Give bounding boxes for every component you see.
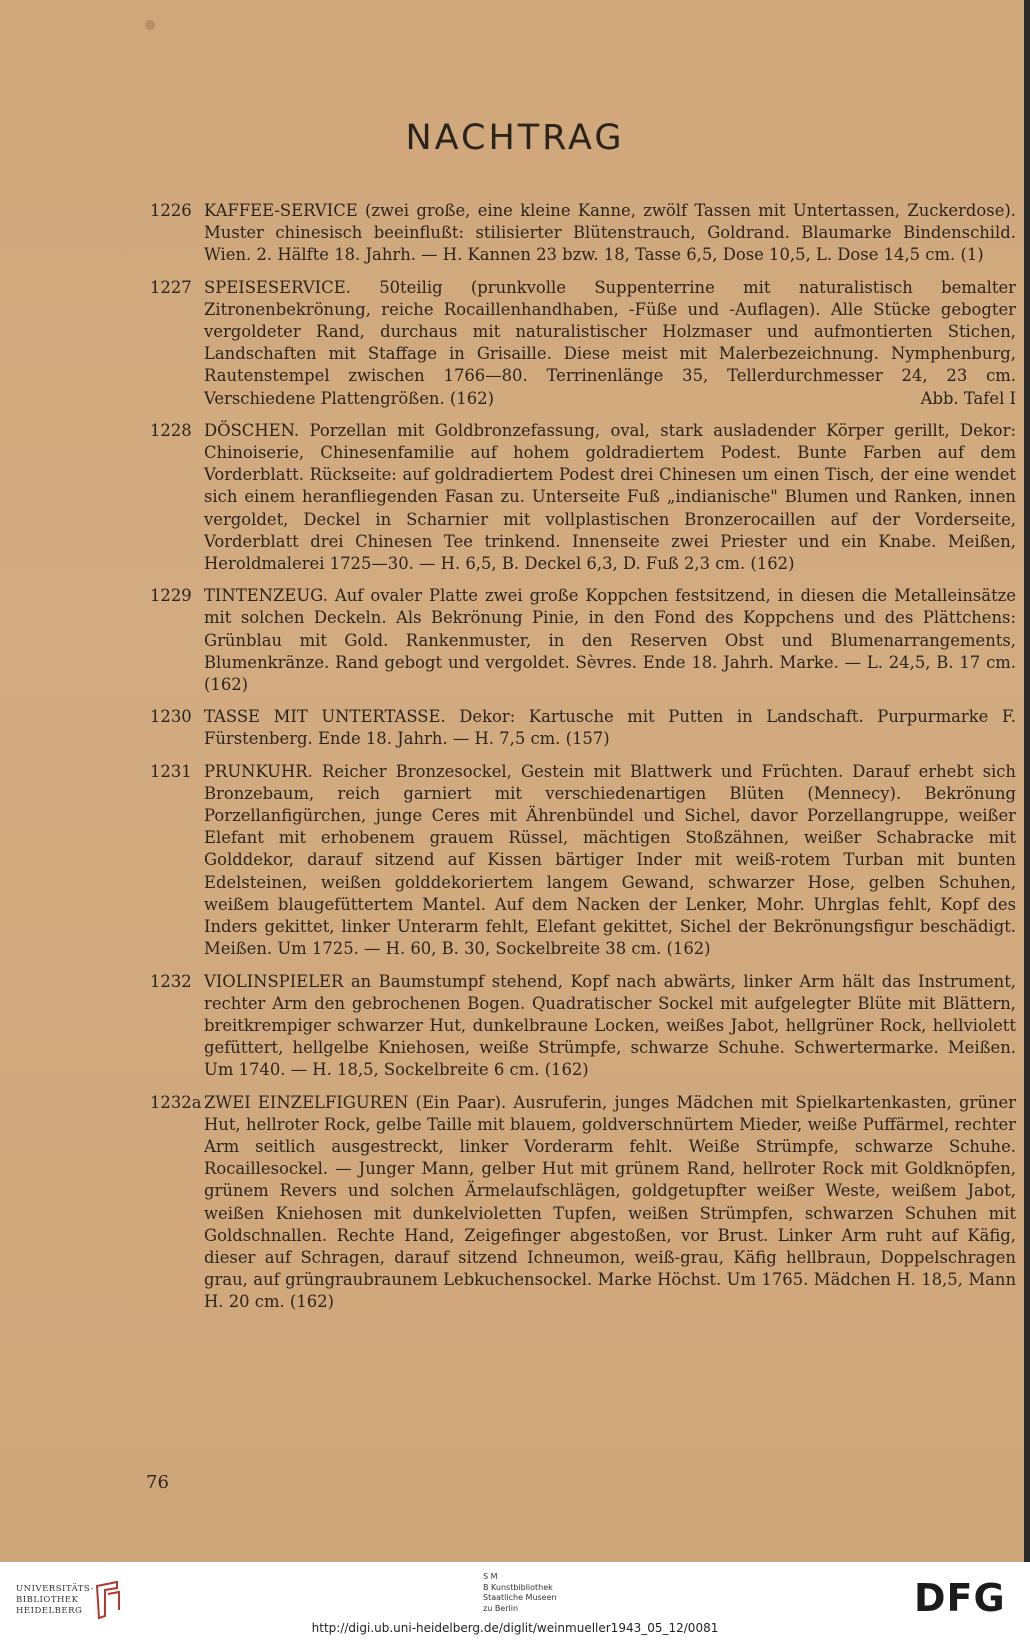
catalog-entry	[150, 420, 1016, 575]
entry-number: 1231	[150, 761, 192, 781]
entry-text: TINTENZEUG. Auf ovaler Platte zwei große Koppchen festsitzend, in diesen die Metalleinsätze mit solchen Deckeln. Als Bekrönung Pinie, in den Fond des Koppchens und des Plättchens: Grünblau mit Gold. Rankenmuster, in den Reserven Obst und Blumenarrangements, Blumenkränze. Rand gebogt und vergoldet. Sèvres. Ende 18. Jahrh. Marke. — L. 24,5, B. 17 cm. (162)	[204, 586, 1016, 695]
page-edge	[1024, 0, 1030, 1562]
catalog-entry	[150, 200, 1016, 267]
catalog-entry	[150, 1092, 1016, 1314]
page-title: NACHTRAG	[405, 118, 625, 158]
entry-number: 1232	[150, 971, 192, 991]
entry-number: 1227	[150, 277, 192, 297]
entry-number: 1229	[150, 586, 192, 606]
catalog-entries	[150, 200, 1016, 1324]
dfg-logo[interactable]: DFG	[914, 1576, 1006, 1620]
catalog-entry	[150, 585, 1016, 696]
entry-text-container	[204, 277, 1016, 410]
catalog-entry	[150, 706, 1016, 750]
source-url-link[interactable]: http://digi.ub.uni-heidelberg.de/diglit/weinmueller1943_05_12/0081	[311, 1621, 719, 1635]
illustration-reference: Abb. Tafel I	[920, 388, 1016, 408]
punch-mark	[145, 20, 155, 30]
library-logo-icon[interactable]	[93, 1580, 123, 1624]
entry-text: KAFFEE-SERVICE (zwei große, eine kleine Kanne, zwölf Tassen mit Untertassen, Zuckerdose). Muster chinesisch beeinflußt: stilisierter Blütenstrauch, Goldrand. Blaumarke Bindenschild. Wien. 2. Hälfte 18. Jahrh. — H. Kannen 23 bzw. 18, Tasse 6,5, Dose 10,5, L. Dose 14,5 cm. (1)	[204, 201, 1016, 265]
entry-text: VIOLINSPIELER an Baumstumpf stehend, Kopf nach abwärts, linker Arm hält das Instrument, rechter Arm den gebrochenen Bogen. Quadratischer Sockel mit aufgelegter Blüte mit Blättern, breitkrempiger schwarzer Hut, dunkelbraune Locken, weißes Jabot, hellgrüner Rock, hellviolett gefüttert, hellgelbe Kniehosen, weiße Strümpfe, schwarze Schuhe. Schwertermarke. Meißen. Um 1740. — H. 18,5, Sockelbreite 6 cm. (162)	[204, 971, 1016, 1080]
library-stamp: S M B Kunstbibliothek Staatliche Museen zu Berlin	[483, 1572, 557, 1613]
entry-text: TASSE MIT UNTERTASSE. Dekor: Kartusche mit Putten in Landschaft. Purpurmarke F. Fürstenberg. Ende 18. Jahrh. — H. 7,5 cm. (157)	[204, 707, 1016, 749]
viewer-footer	[0, 1562, 1030, 1641]
entry-number: 1230	[150, 707, 192, 727]
catalog-entry	[150, 971, 1016, 1082]
library-name: UNIVERSITÄTS- BIBLIOTHEK HEIDELBERG	[16, 1584, 94, 1616]
catalog-entry	[150, 277, 1016, 410]
catalog-entry	[150, 761, 1016, 961]
entry-text: SPEISESERVICE. 50teilig (prunkvolle Suppenterrine mit naturalistisch bemalter Zitronenbekrönung, reiche Rocaillenhandhaben, -Füße und -Auflagen). Alle Stücke gebogter vergoldeter Rand, durchaus mit naturalistischer Holzmaser und aufmontierten Stichen, Landschaften mit Staffage in Grisaille. Diese meist mit Malerbezeichnung. Nymphenburg, Rautenstempel zwischen 1766—80. Terrinenlänge 35, Tellerdurchmesser 24, 23 cm. Verschiedene Plattengrößen. (162)	[204, 277, 1016, 408]
page-number: 76	[146, 1472, 169, 1493]
entry-text: DÖSCHEN. Porzellan mit Goldbronzefassung, oval, stark ausladender Körper gerillt, Dekor: Chinoiserie, Chinesenfamilie auf hohem goldradiertem Podest. Bunte Farben auf dem Vorderblatt. Rückseite: auf goldradiertem Podest drei Chinesen um einen Tisch, der eine wendet sich einem heranfliegenden Fasan zu. Unterseite Fuß „indianische" Blumen und Ranken, innen vergoldet, Deckel in Scharnier mit vollplastischen Bronzerocaillen auf der Vorderseite, Vorderblatt drei Chinesen Tee trinkend. Innenseite zwei Priester und ein Knabe. Meißen, Heroldmalerei 1725—30. — H. 6,5, B. Deckel 6,3, D. Fuß 2,3 cm. (162)	[204, 420, 1016, 574]
entry-number: 1232a	[150, 1092, 202, 1112]
entry-number: 1228	[150, 420, 192, 440]
entry-text: PRUNKUHR. Reicher Bronzesockel, Gestein mit Blattwerk und Früchten. Darauf erhebt sich Bronzebaum, reich garniert mit verschiedenartigen Blüten (Mennecy). Bekrönung Porzellanfigürchen, junge Ceres mit Ährenbündel und Sichel, davor Porzellangruppe, weißer Elefant mit erhobenem grauem Rüssel, mächtigen Stoßzähnen, weißer Schabracke mit Golddekor, darauf sitzend auf Kissen bärtiger Inder mit weiß-rotem Turban mit bunten Edelsteinen, weißen golddekoriertem langem Gewand, schwarzer Hose, gelben Schuhen, weißem blaugefüttertem Mantel. Auf dem Nacken der Lenker, Mohr. Uhrglas fehlt, Kopf des Inders gekittet, linker Unterarm fehlt, Elefant gekittet, Sichel der Bekrönungsfigur beschädigt. Meißen. Um 1725. — H. 60, B. 30, Sockelbreite 38 cm. (162)	[204, 761, 1016, 959]
entry-number: 1226	[150, 201, 192, 220]
entry-text: ZWEI EINZELFIGUREN (Ein Paar). Ausruferin, junges Mädchen mit Spielkartenkasten, grüner Hut, hellroter Rock, gelbe Taille mit blauem, goldverschnürtem Mieder, weiße Puffärmel, rechter Arm seitlich ausgestreckt, linker Vorderarm fehlt. Weiße Strümpfe, schwarze Schuhe. Rocaillesockel. — Junger Mann, gelber Hut mit grünem Rand, hellroter Rock mit Goldknöpfen, grünem Revers und solchen Ärmelaufschlägen, goldgetupfter weißer Weste, weißem Jabot, weißen Kniehosen mit dunkelvioletten Tupfen, weißen Strümpfen, schwarzen Schuhen mit Goldschnallen. Rechte Hand, Zeigefinger abgestoßen, vor Brust. Linker Arm ruht auf Käfig, dieser auf Schragen, darauf sitzend Ichneumon, weiß-grau, Käfig hellbraun, Doppelschragen grau, auf grüngraubraunem Lebkuchensockel. Marke Höchst. Um 1765. Mädchen H. 18,5, Mann H. 20 cm. (162)	[204, 1092, 1016, 1312]
